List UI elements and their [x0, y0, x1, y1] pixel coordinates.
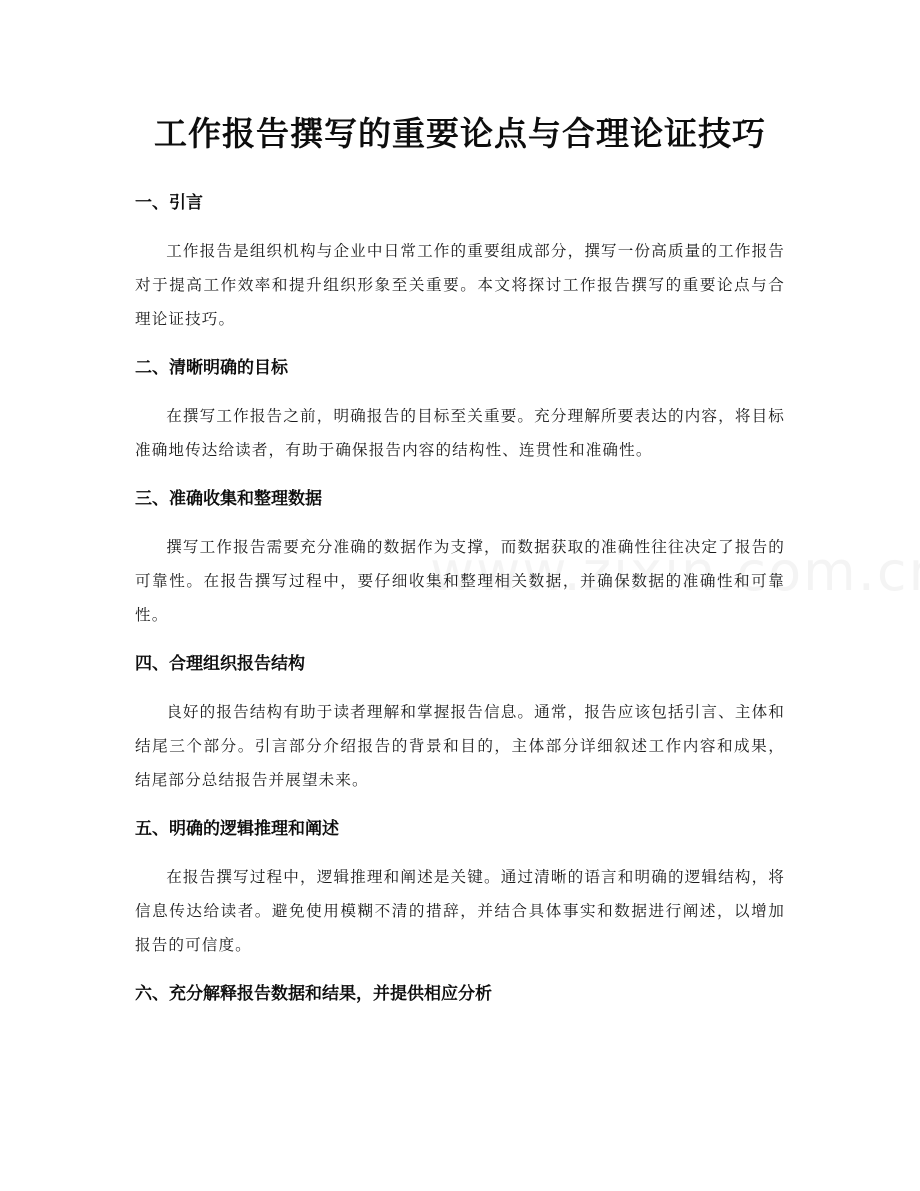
section-paragraph-data: 撰写工作报告需要充分准确的数据作为支撑，而数据获取的准确性往往决定了报告的可靠性。在报告撰写过程中，要仔细收集和整理相关数据，并确保数据的准确性和可靠性。	[135, 538, 785, 624]
section-heading-intro: 一、引言	[135, 193, 203, 213]
section-heading-analysis: 六、充分解释报告数据和结果，并提供相应分析	[135, 984, 492, 1004]
section-paragraph-intro: 工作报告是组织机构与企业中日常工作的重要组成部分，撰写一份高质量的工作报告对于提高工作效率和提升组织形象至关重要。本文将探讨工作报告撰写的重要论点与合理论证技巧。	[135, 242, 785, 328]
section-heading-data: 三、准确收集和整理数据	[135, 489, 322, 509]
section-paragraph-goal: 在撰写工作报告之前，明确报告的目标至关重要。充分理解所要表达的内容，将目标准确地传达给读者，有助于确保报告内容的结构性、连贯性和准确性。	[135, 407, 785, 459]
section-paragraph-structure: 良好的报告结构有助于读者理解和掌握报告信息。通常，报告应该包括引言、主体和结尾三个部分。引言部分介绍报告的背景和目的，主体部分详细叙述工作内容和成果，结尾部分总结报告并展望未来。	[135, 703, 785, 789]
document-title: 工作报告撰写的重要论点与合理论证技巧	[154, 114, 766, 153]
section-heading-structure: 四、合理组织报告结构	[135, 654, 305, 674]
document-body	[135, 186, 785, 1011]
section-heading-logic: 五、明确的逻辑推理和阐述	[135, 819, 339, 839]
section-paragraph-logic: 在报告撰写过程中，逻辑推理和阐述是关键。通过清晰的语言和明确的逻辑结构，将信息传达给读者。避免使用模糊不清的措辞，并结合具体事实和数据进行阐述，以增加报告的可信度。	[135, 868, 785, 954]
section-heading-goal: 二、清晰明确的目标	[135, 358, 288, 378]
